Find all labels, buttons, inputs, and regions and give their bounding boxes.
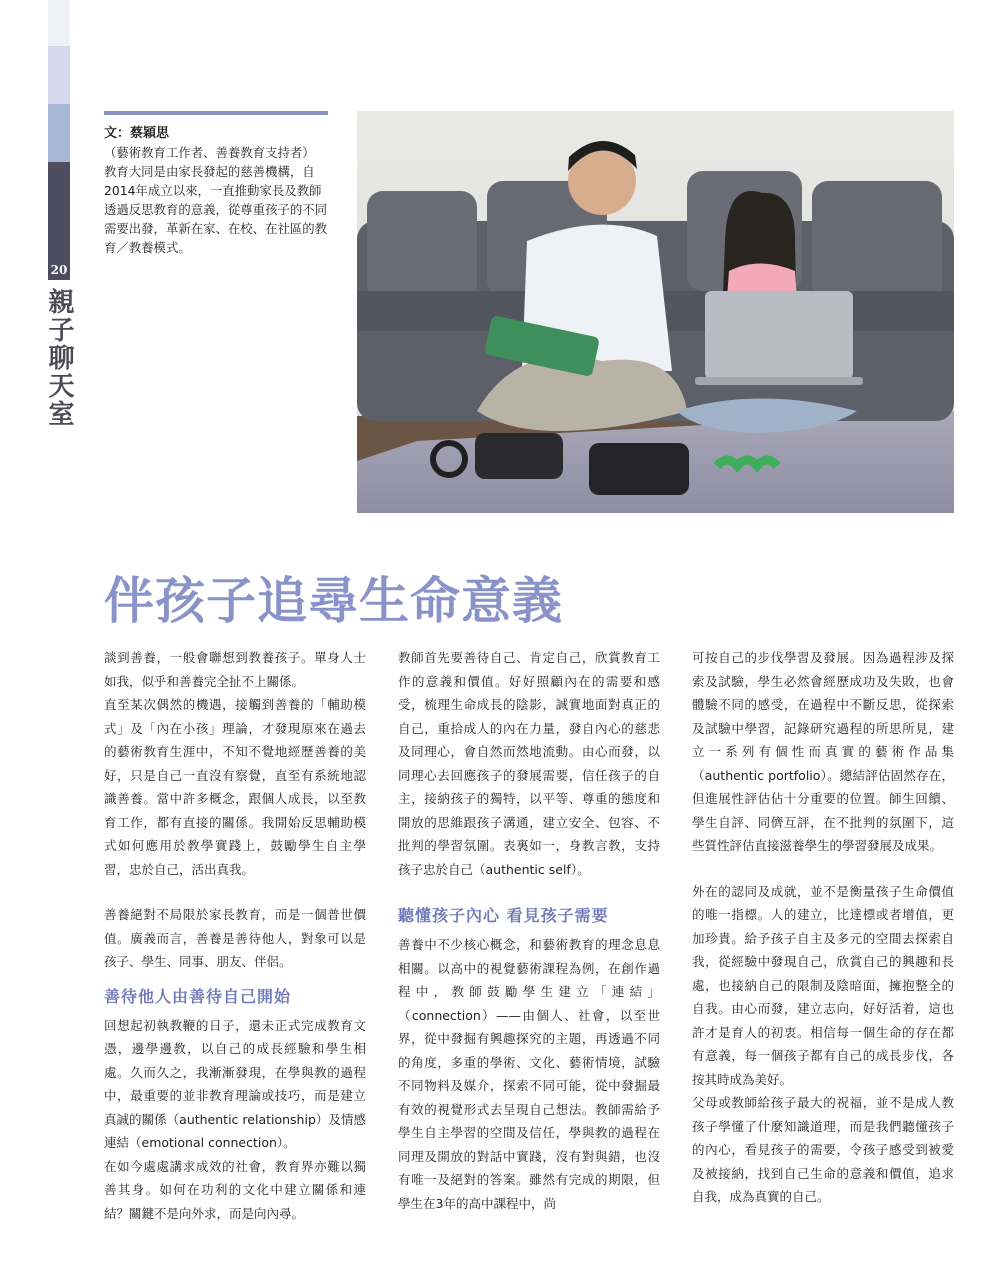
author-box	[104, 124, 332, 257]
column-1	[104, 646, 366, 1225]
hero-photo-illustration	[357, 111, 954, 513]
paragraph: 可按自己的步伐學習及發展。因為過程涉及探索及試驗，學生必然會經歷成功及失敗，也會體驗不同的感受，在過程中不斷反思，從探索及試驗中學習，記錄研究過程的所思所見，建立一系列有個性而真實的藝術作品集（authentic portfolio）。總結評估固然存在，但進展性評估佔十分重要的位置。師生回饋、學生自評、同儕互評，在不批判的氛圍下，這些質性評估直接滋養學生的學習發展及成果。	[692, 650, 954, 853]
subheading: 善待他人由善待自己開始	[104, 986, 292, 1006]
article-title: 伴孩子追尋生命意義	[104, 571, 563, 630]
paragraph: 父母或教師給孩子最大的祝福，並不是成人教孩子學懂了什麼知識道理，而是我們聽懂孩子的內心，看見孩子的需要，令孩子感受到被愛及被接納，找到自己生命的意義和價值，追求自我，成為真實的自己。	[692, 1095, 954, 1204]
paragraph: 善養中不少核心概念，和藝術教育的理念息息相關。以高中的視覺藝術課程為例，在創作過程中，教師鼓勵學生建立「連結」（connection）——由個人、社會，以至世界，從中發掘有興趣探究的主題，再透過不同的角度，多重的學術、文化、藝術情境，試驗不同物料及媒介，探索不同可能，從中發掘最有效的視覺形式去呈現自己想法。教師需給予學生自主學習的空間及信任，學與教的過程在同理及開放的對話中實踐，沒有對與錯，也沒有唯一及絕對的答案。雖然有完成的期限，但學生在3年的高中課程中，尚	[398, 937, 660, 1211]
author-bio: 教育大同是由家長發起的慈善機構，自2014年成立以來，一直推動家長及教師透過反思教育的意義，從尊重孩子的不同需要出發，革新在家、在校、在社區的教育／教養模式。	[104, 164, 328, 255]
column-3	[692, 646, 954, 1209]
paragraph: 善養絕對不局限於家長教育，而是一個普世價值。廣義而言，善養是善待他人，對象可以是孩子、學生、同事、朋友、伴侶。	[104, 907, 366, 969]
paragraph: 在如今處處講求成效的社會，教育界亦難以獨善其身。如何在功利的文化中建立關係和連結？關鍵不是向外求，而是向內尋。	[104, 1158, 366, 1221]
paragraph: 談到善養，一般會聯想到教養孩子。單身人士如我，似乎和善養完全扯不上關係。	[104, 650, 366, 689]
paragraph: 外在的認同及成就，並不是衡量孩子生命價值的唯一指標。人的建立，比達標或者增值，更加珍貴。給予孩子自主及多元的空間去探索自我，從經驗中發現自己，欣賞自己的興趣和長處，也接納自己的限制及陰暗面，擁抱整全的自我。由心而發，建立志向，好好活着，這也許才是育人的初衷。相信每一個生命的存在都有意義，每一個孩子都有自己的成長步伐，各按其時成為美好。	[692, 883, 954, 1087]
paragraph: 直至某次偶然的機遇，接觸到善養的「輔助模式」及「內在小孩」理論，才發現原來在過去的藝術教育生涯中，不知不覺地經歷善養的美好，只是自己一直沒有察覺，直至有系統地認識善養。當中許多概念，跟個人成長，以至教育工作，都有直接的關係。我開始反思輔助模式如何應用於教學實踐上，鼓勵學生自主學習，忠於自己，活出真我。	[104, 697, 366, 877]
margin-strip-1	[48, 0, 70, 46]
author-name: 文：蔡穎思	[104, 126, 170, 141]
margin-strip-2	[48, 46, 70, 104]
column-2	[398, 646, 660, 1215]
margin-strip-4	[48, 162, 70, 260]
paragraph: 教師首先要善待自己、肯定自己，欣賞教育工作的意義和價值。好好照顧內在的需要和感受，梳理生命成長的陰影，誠實地面對真正的自己，重拾成人的內在力量，發自內心的慈悲及同理心，會自然而然地流動。由心而發，以同理心去回應孩子的發展需要，信任孩子的自主，接納孩子的獨特，以平等、尊重的態度和開放的思維跟孩子溝通，建立安全、包容、不批判的學習氛圍。表裏如一，身教言教，支持孩子忠於自己（authentic self）。	[398, 650, 660, 877]
author-rule	[104, 111, 328, 115]
page-number: 20	[48, 260, 70, 280]
hero-photo	[357, 111, 954, 513]
subheading: 聽懂孩子內心 看見孩子需要	[398, 906, 609, 925]
paragraph: 回想起初執教鞭的日子，還未正式完成教育文憑，邊學邊教，以自己的成長經驗和學生相處。久而久之，我漸漸發現，在學與教的過程中，最重要的並非教育理論或技巧，而是建立真誠的關係（authentic relationship）及情感連結（emotional connection）。	[104, 1017, 366, 1150]
author-role: （藝術教育工作者、善養教育支持者）	[104, 145, 315, 160]
margin-strip-3	[48, 104, 70, 162]
section-name: 親子聊天室	[44, 288, 74, 428]
